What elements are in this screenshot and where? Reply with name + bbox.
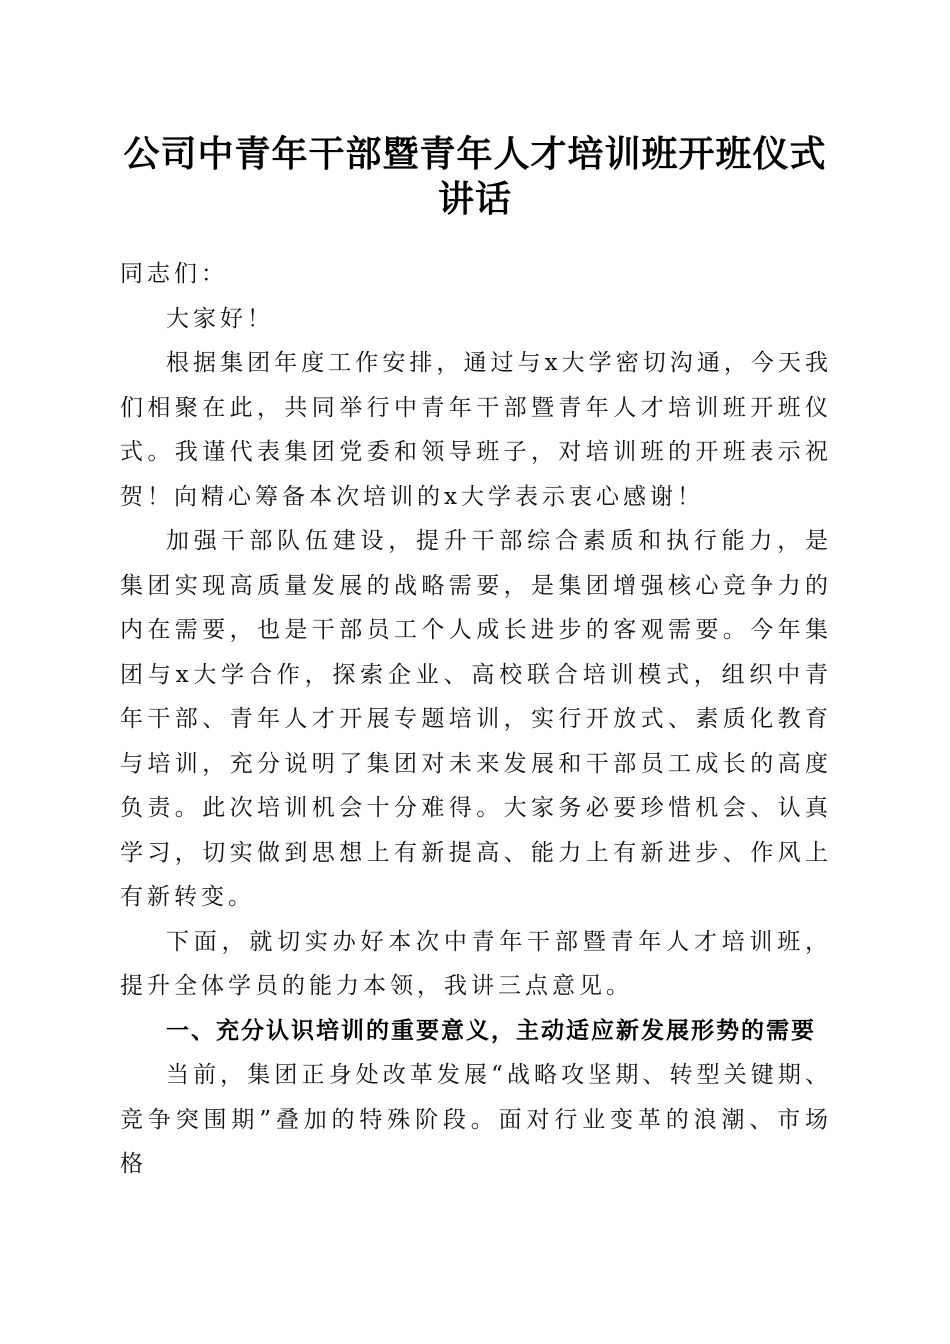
document-title: 公司中青年干部暨青年人才培训班开班仪式讲话 [123, 133, 827, 220]
greeting: 大家好！ [166, 305, 274, 332]
paragraph-opening: 根据集团年度工作安排，通过与x大学密切沟通，今天我们相聚在此，共同举行中青年干部暨青年人才培训班开班仪式。我谨代表集团党委和领导班子，对培训班的开班表示祝贺！向精心筹备本次培训的x大学表示衷心感谢！ [120, 350, 832, 510]
salutation: 同志们： [120, 261, 228, 287]
document-body [120, 252, 832, 1187]
section-heading-1: 一、充分认识培训的重要意义，主动适应新发展形势的需要 [166, 1017, 816, 1044]
paragraph-transition: 下面，就切实办好本次中青年干部暨青年人才培训班，提升全体学员的能力本领，我讲三点意见。 [120, 928, 832, 999]
paragraph-importance: 加强干部队伍建设，提升干部综合素质和执行能力，是集团实现高质量发展的战略需要，是集团增强核心竞争力的内在需要，也是干部员工个人成长进步的客观需要。今年集团与x大学合作，探索企业、高校联合培训模式，组织中青年干部、青年人才开展专题培训，实行开放式、素质化教育与培训，充分说明了集团对未来发展和干部员工成长的高度负责。此次培训机会十分难得。大家务必要珍惜机会、认真学习，切实做到思想上有新提高、能力上有新进步、作风上有新转变。 [120, 528, 832, 910]
section-1-paragraph: 当前，集团正身处改革发展“战略攻坚期、转型关键期、竞争突围期”叠加的特殊阶段。面对行业变革的浪潮、市场格 [120, 1062, 832, 1177]
